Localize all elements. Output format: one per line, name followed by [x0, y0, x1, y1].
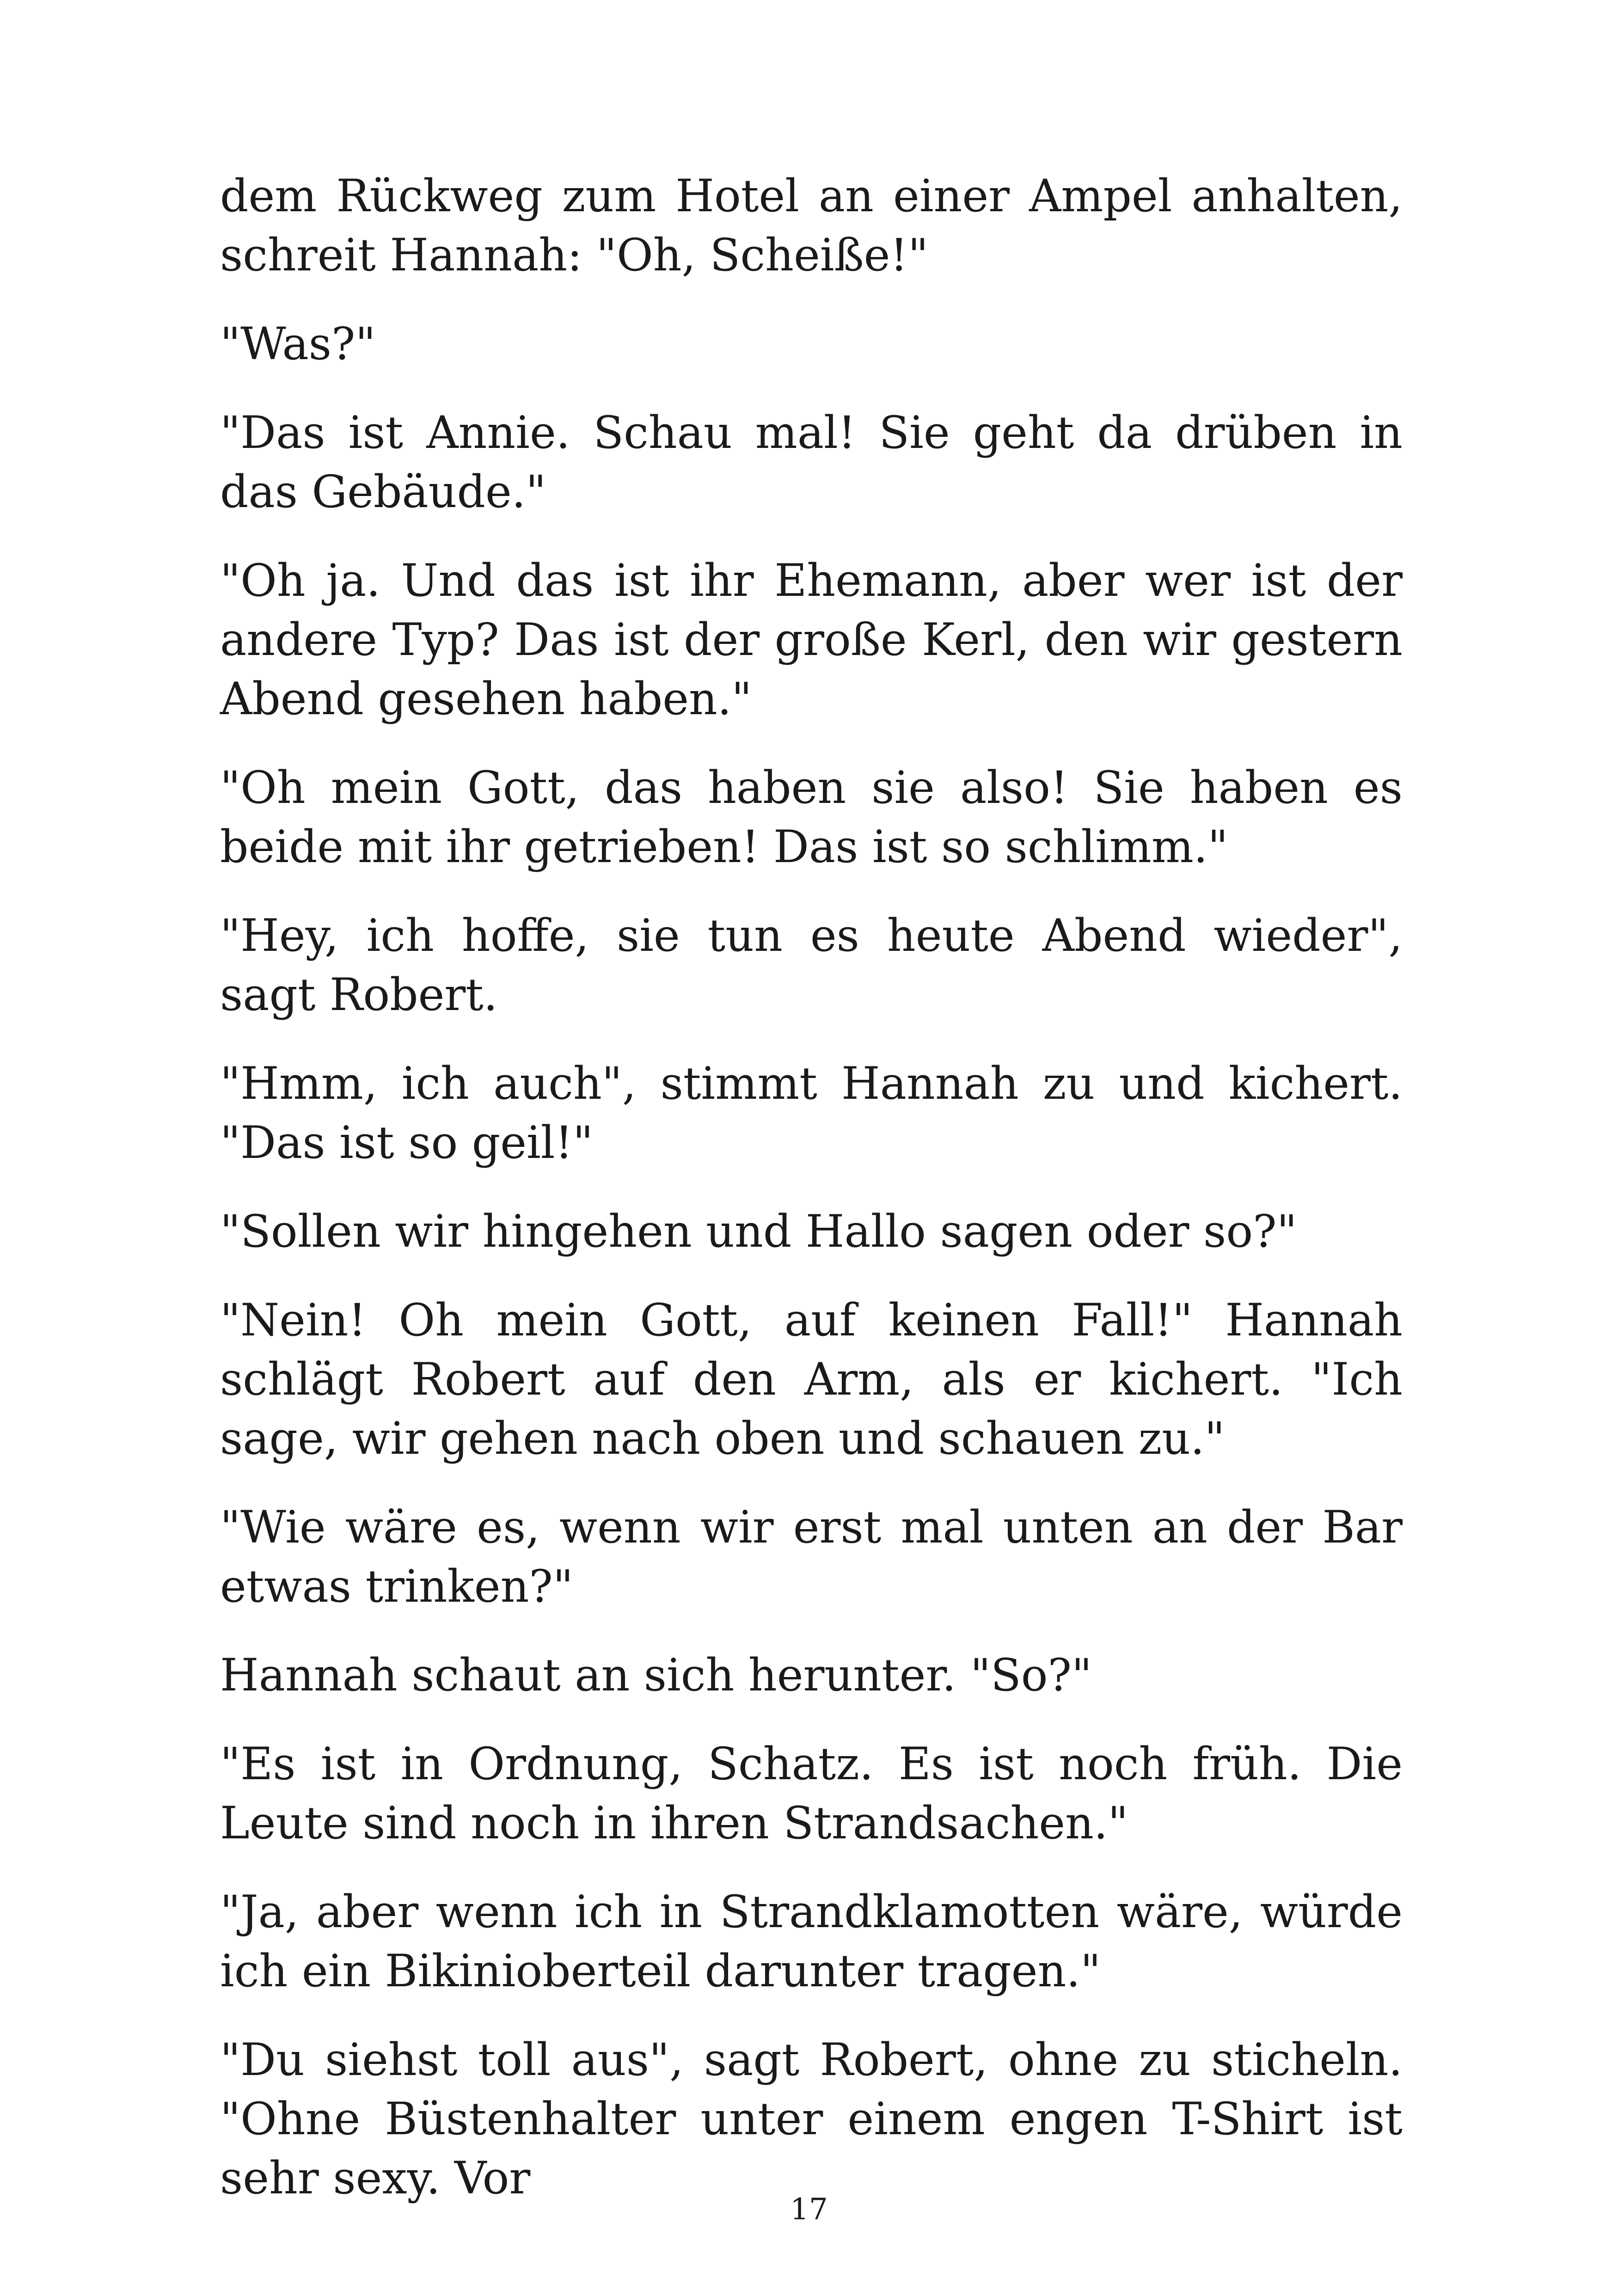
paragraph: "Ja, aber wenn ich in Strandklamotten wäre, würde ich ein Bikinioberteil darunter tragen."	[220, 1886, 1403, 1997]
paragraph: "Es ist in Ordnung, Schatz. Es ist noch früh. Die Leute sind noch in ihren Strandsachen."	[220, 1738, 1403, 1849]
page-number: 17	[790, 2192, 828, 2227]
paragraph: "Nein! Oh mein Gott, auf keinen Fall!" Hannah schlägt Robert auf den Arm, als er kichert. "Ich sage, wir gehen nach oben und schauen zu."	[220, 1294, 1403, 1464]
paragraph: "Hey, ich hoffe, sie tun es heute Abend wieder", sagt Robert.	[220, 910, 1403, 1021]
paragraph: dem Rückweg zum Hotel an einer Ampel anhalten, schreit Hannah: "Oh, Scheiße!"	[220, 170, 1403, 281]
paragraph: "Das ist Annie. Schau mal! Sie geht da drüben in das Gebäude."	[220, 407, 1403, 518]
paragraph: "Was?"	[220, 318, 376, 370]
paragraph: "Wie wäre es, wenn wir erst mal unten an der Bar etwas trinken?"	[220, 1501, 1403, 1612]
paragraph: Hannah schaut an sich herunter. "So?"	[220, 1649, 1092, 1701]
paragraph: "Oh ja. Und das ist ihr Ehemann, aber wer ist der andere Typ? Das ist der große Kerl, den wir gestern Abend gesehen haben."	[220, 555, 1403, 725]
paragraph: "Oh mein Gott, das haben sie also! Sie haben es beide mit ihr getrieben! Das ist so schlimm."	[220, 762, 1403, 873]
body-text	[220, 166, 1403, 2237]
paragraph: "Du siehst toll aus", sagt Robert, ohne zu sticheln. "Ohne Büstenhalter unter einem engen T-Shirt ist sehr sexy. Vor	[220, 2034, 1403, 2204]
paragraph: "Sollen wir hingehen und Hallo sagen oder so?"	[220, 1206, 1297, 1257]
paragraph: "Hmm, ich auch", stimmt Hannah zu und kichert. "Das ist so geil!"	[220, 1058, 1403, 1169]
